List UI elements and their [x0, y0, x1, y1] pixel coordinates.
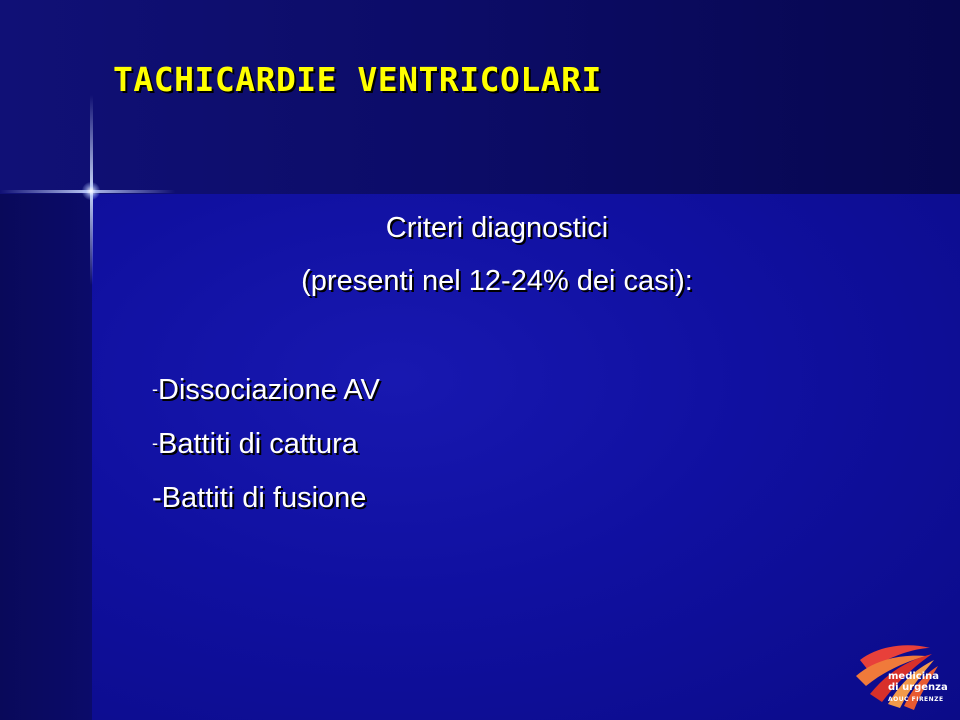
list-dash: - [152, 433, 158, 453]
list-item [152, 428, 380, 482]
list-item [152, 374, 380, 428]
subtitle-line-1: Criteri diagnostici [385, 212, 609, 244]
logo-text-line-1: medicina [888, 671, 940, 682]
list-dash: - [152, 482, 162, 514]
subtitle-line-2: (presenti nel 12-24% dei casi): [301, 265, 693, 297]
list-item [152, 482, 380, 536]
list-item-text: Battiti di fusione [161, 482, 367, 514]
list-dash: - [152, 379, 158, 399]
list-item-text: Battiti di cattura [158, 428, 358, 460]
logo-text-line-3: AOUC FIRENZE [888, 696, 944, 703]
left-band [0, 194, 92, 720]
slide-title: TACHICARDIE VENTRICOLARI [113, 60, 602, 99]
criteria-list [152, 374, 380, 536]
list-item-text: Dissociazione AV [158, 374, 380, 406]
logo-text-line-2: di urgenza [888, 682, 948, 693]
sparkle-star-icon [82, 182, 100, 200]
